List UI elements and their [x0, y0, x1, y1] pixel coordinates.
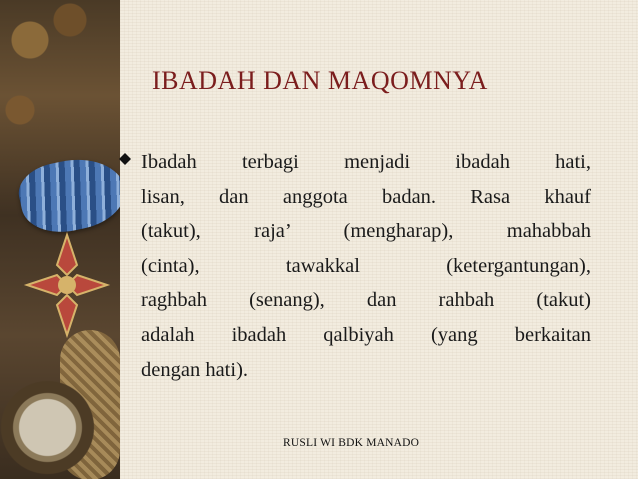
slide-footer: RUSLI WI BDK MANADO	[283, 437, 420, 449]
diamond-bullet-icon	[119, 153, 131, 165]
bullet-text-line: Ibadah terbagi menjadi ibadah hati,	[141, 151, 591, 173]
bullet-text-line: raghbah (senang), dan rahbah (takut)	[141, 289, 591, 312]
decorative-photo-strip	[0, 0, 120, 479]
medal-icon	[22, 230, 112, 340]
bullet-text	[141, 145, 591, 387]
compass-decoration	[0, 380, 95, 475]
bullet-text-line: (cinta), tawakkal (ketergantungan),	[141, 254, 591, 277]
slide-title: IBADAH DAN MAQOMNYA	[152, 66, 488, 95]
bullet-text-line: adalah ibadah qalbiyah (yang berkaitan	[141, 323, 591, 346]
ribbon-decoration	[14, 150, 120, 240]
bullet-text-line: dengan hati).	[141, 358, 249, 381]
bullet-text-line: (takut), raja’ (mengharap), mahabbah	[141, 220, 591, 243]
bullet-text-line: lisan, dan anggota badan. Rasa khauf	[141, 185, 591, 208]
